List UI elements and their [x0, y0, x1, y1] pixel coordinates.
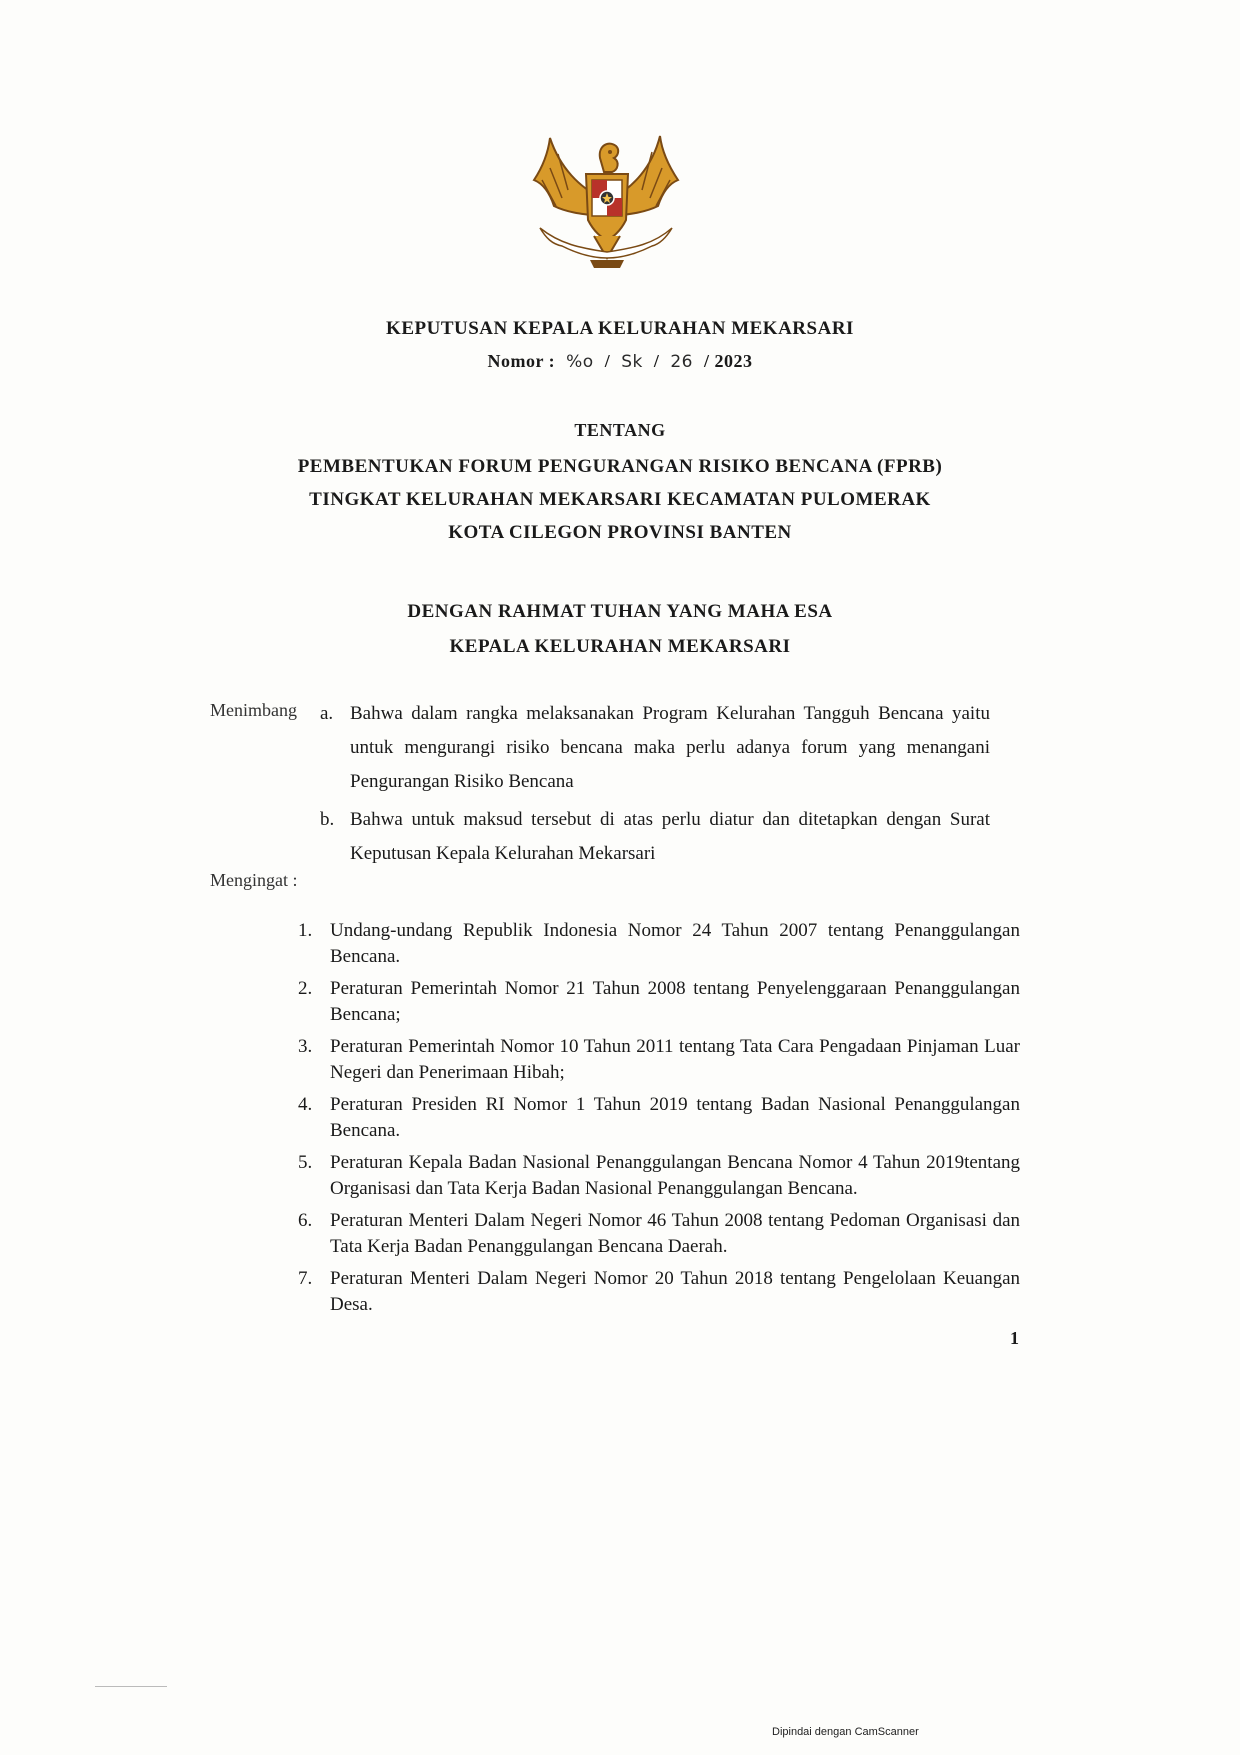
- about-heading: TENTANG: [574, 420, 666, 440]
- list-item: [298, 976, 1020, 1028]
- item-text: Peraturan Presiden RI Nomor 1 Tahun 2019 tentang Badan Nasional Penanggulangan Bencana.: [330, 1094, 1020, 1141]
- considering-label: Menimbang: [210, 700, 297, 720]
- item-text: Peraturan Pemerintah Nomor 21 Tahun 2008 tentang Penyelenggaraan Penanggulangan Bencana;: [330, 978, 1020, 1025]
- recalling-list: [298, 918, 1020, 1324]
- decree-number: [0, 351, 1240, 372]
- list-item: [298, 918, 1020, 970]
- item-text: Peraturan Pemerintah Nomor 10 Tahun 2011 tentang Tata Cara Pengadaan Pinjaman Luar Negeri dan Penerimaan Hibah;: [330, 1036, 1020, 1083]
- scan-artifact-line: [95, 1686, 167, 1687]
- page-number: 1: [1010, 1328, 1019, 1348]
- item-number: 7.: [298, 1268, 313, 1289]
- item-number: 5.: [298, 1152, 313, 1173]
- number-label: Nomor :: [487, 351, 556, 371]
- scanner-watermark: Dipindai dengan CamScanner: [772, 1726, 919, 1738]
- item-text: Undang-undang Republik Indonesia Nomor 24 Tahun 2007 tentang Penanggulangan Bencana.: [330, 920, 1020, 967]
- garuda-pancasila-emblem-icon: [520, 128, 690, 278]
- decree-title: KEPUTUSAN KEPALA KELURAHAN MEKARSARI: [386, 318, 854, 339]
- item-text: Peraturan Kepala Badan Nasional Penanggulangan Bencana Nomor 4 Tahun 2019tentang Organisasi dan Tata Kerja Badan Nasional Penanggulangan Bencana.: [330, 1152, 1020, 1199]
- list-item: [298, 1034, 1020, 1086]
- number-part-1: %o: [566, 352, 594, 372]
- list-item: [298, 1092, 1020, 1144]
- list-item: [298, 1150, 1020, 1202]
- item-number: 3.: [298, 1036, 313, 1057]
- item-letter: b.: [320, 809, 335, 830]
- item-text: Peraturan Menteri Dalam Negeri Nomor 46 Tahun 2008 tentang Pedoman Organisasi dan Tata Kerja Badan Penanggulangan Bencana Daerah.: [330, 1210, 1020, 1257]
- grace-line-2: KEPALA KELURAHAN MEKARSARI: [449, 636, 791, 657]
- item-text: Bahwa untuk maksud tersebut di atas perlu diatur dan ditetapkan dengan Surat Keputusan Kepala Kelurahan Mekarsari: [350, 809, 990, 864]
- decree-subject: [0, 450, 1240, 549]
- number-separator-2: /: [653, 351, 660, 371]
- item-text: Peraturan Menteri Dalam Negeri Nomor 20 Tahun 2018 tentang Pengelolaan Keuangan Desa.: [330, 1268, 1020, 1315]
- list-item: [298, 1208, 1020, 1260]
- considering-list: [320, 697, 990, 875]
- item-number: 1.: [298, 920, 313, 941]
- list-item: [320, 697, 990, 799]
- number-part-2: Sk: [621, 352, 643, 372]
- item-text: Bahwa dalam rangka melaksanakan Program Kelurahan Tangguh Bencana yaitu untuk mengurangi risiko bencana maka perlu adanya forum yang menangani Pengurangan Risiko Bencana: [350, 703, 990, 792]
- subject-line-1: PEMBENTUKAN FORUM PENGURANGAN RISIKO BENCANA (FPRB): [297, 456, 943, 477]
- list-item: [320, 803, 990, 871]
- number-year: / 2023: [704, 351, 753, 371]
- item-number: 2.: [298, 978, 313, 999]
- number-part-3: 26: [670, 352, 693, 372]
- item-number: 6.: [298, 1210, 313, 1231]
- subject-line-2: TINGKAT KELURAHAN MEKARSARI KECAMATAN PULOMERAK: [309, 489, 931, 510]
- grace-line-1: DENGAN RAHMAT TUHAN YANG MAHA ESA: [407, 601, 833, 622]
- grace-heading: [0, 594, 1240, 664]
- item-letter: a.: [320, 703, 334, 724]
- item-number: 4.: [298, 1094, 313, 1115]
- subject-line-3: KOTA CILEGON PROVINSI BANTEN: [448, 522, 792, 543]
- list-item: [298, 1266, 1020, 1318]
- recalling-label: Mengingat :: [210, 870, 298, 890]
- number-separator-1: /: [604, 351, 611, 371]
